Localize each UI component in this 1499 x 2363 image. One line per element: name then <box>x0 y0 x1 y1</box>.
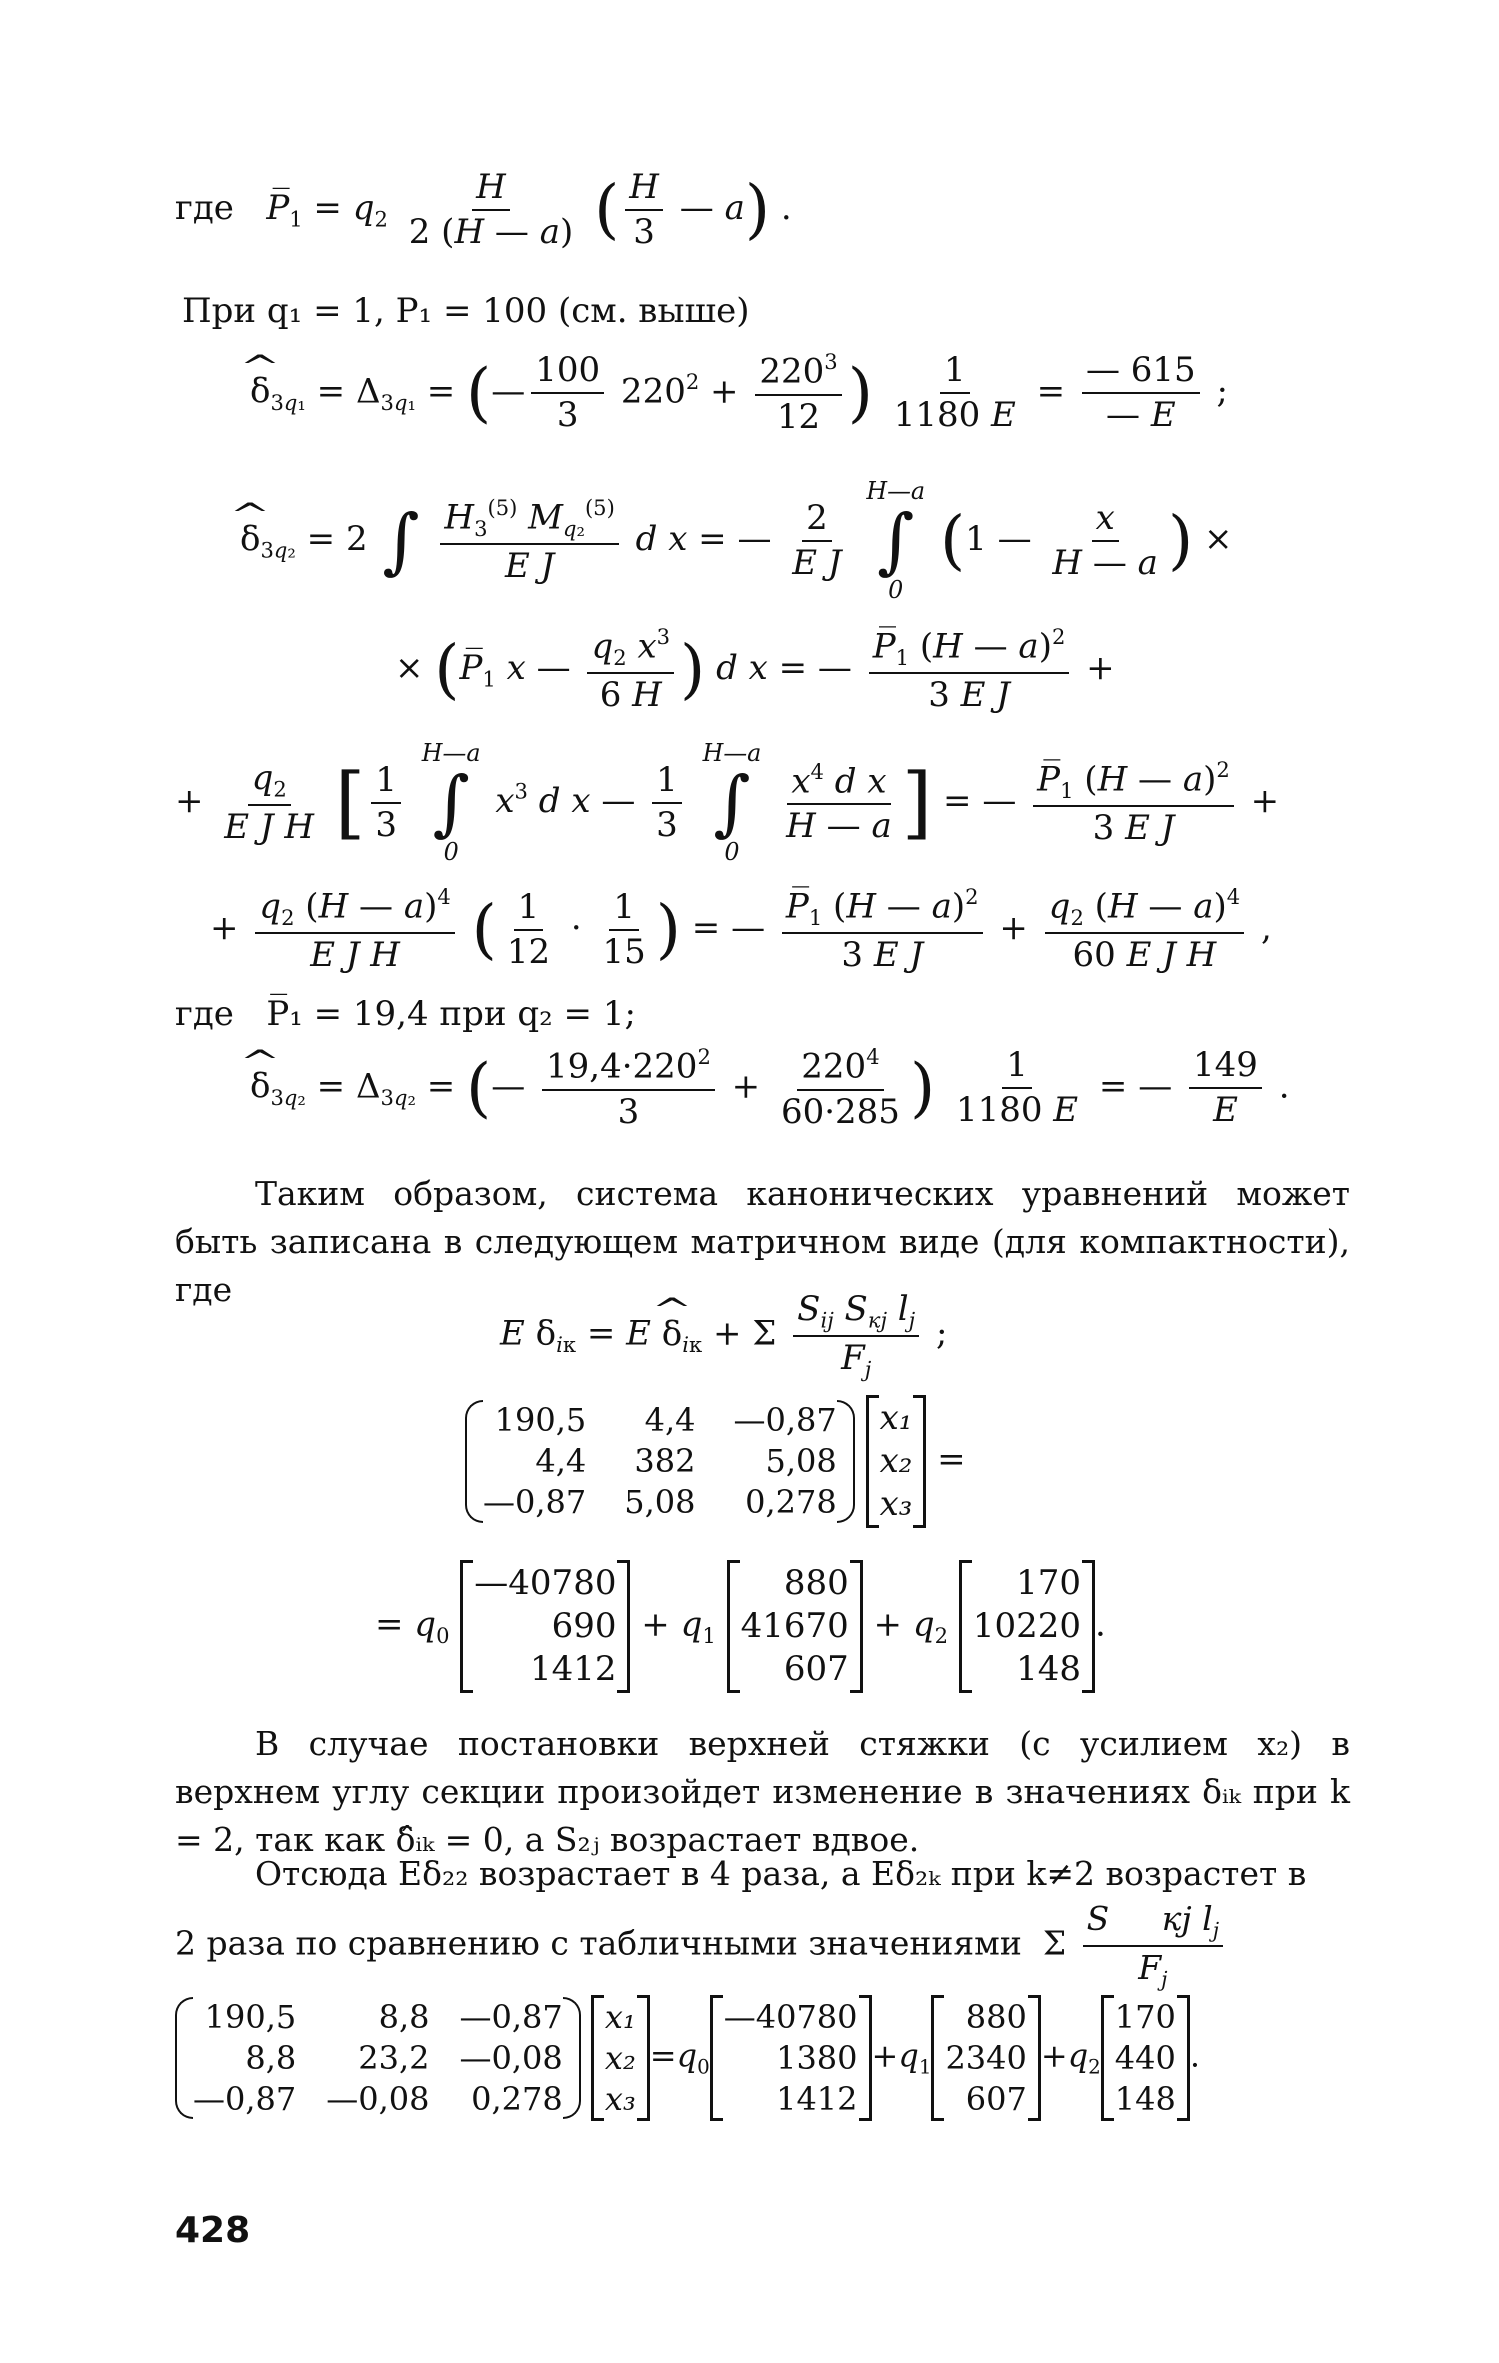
formula-p1-definition: где $P̅_1 = q_2$ $\frac{H}{2 (H — a)}$ ( $\frac{H}{3}$ — a) . <box>175 167 792 253</box>
condition-line: При q₁ = 1, P₁ = 100 (см. выше) <box>182 291 750 331</box>
formula-delta-3q2-integral: ^ $\delta_{3q_2} = 2$ ∫ $\frac{H_3^{(5)} M_{q_2}^{(5)}}{\text{E J}}$ d x = — $\frac{2}{\text{E J}}$ H—a ∫ 0 (1 — $\frac{x}{H — a}$ ) × <box>240 478 1232 604</box>
formula-e-delta: E $\delta_{iк} = E$ ^ $\delta_{iк} + \Sigma$ $\frac{S_{ij} S_{кj} l_j}{F_j}$ ; <box>500 1290 947 1381</box>
q0-vector-1: —40780 690 1412 <box>460 1560 630 1693</box>
stiffness-matrix-1: 190,5 4,4 —0,87 4,4 382 5,08 —0,87 5,08 0,278 <box>465 1398 855 1524</box>
formula-delta-3q2-value: ^ $\delta_{3q_2} = \Delta_{3q_2}$ = (— $\frac{19,4\cdot 220^2}{3}$ + $\frac{220^4}{60\cdot 285}$ ) $\frac{1}{1180 E}$ = — $\frac{149}{E}$ . <box>250 1045 1290 1132</box>
q1-vector-2: 880 2340 607 <box>931 1995 1040 2121</box>
word-gde: где <box>175 188 234 229</box>
unknowns-vector-2: x₁ x₂ x₃ <box>591 1995 650 2121</box>
p1-value-line: где P̅₁ = 19,4 при q₂ = 1; <box>175 994 636 1034</box>
paragraph-increase: Отсюда Eδ₂₂ возрастает в 4 раза, а Eδ₂ₖ при k≠2 возрастет в <box>255 1854 1307 1893</box>
formula-line-5: + $\frac{q_2}{\text{E J H}}$ [ $\frac{1}{3}$ H—a ∫ 0 $x^3$ d x — $\frac{1}{3}$ H—a ∫ 0 $\frac{x^4 d x}{H — a}$ ] = — $\frac{P̅_1 (H — a)^2}{\text{3 E J}}$ + <box>175 739 1280 866</box>
matrix-equation-1-rhs: = $q_0$ —40780 690 1412 + $q_1$ 880 41670 607 + $q_2$ 170 10220 148 . <box>375 1560 1106 1693</box>
page-number: 428 <box>175 2210 251 2251</box>
paragraph-increase-cont: 2 раза по сравнению с табличными значениями Σ $\frac{S кj l_j}{F_j}$ <box>175 1900 1229 1991</box>
q0-vector-2: —40780 1380 1412 <box>710 1995 872 2121</box>
formula-delta-3q1: ^ $\delta_{3q_1} = \Delta_{3q_1}$ = (— $\frac{100}{3}$ $220^2$ + $\frac{220^3}{12}$ ) $\frac{1}{1180 E}$ = $\frac{— 615}{— E}$ ; <box>250 350 1228 437</box>
stiffness-matrix-2: 190,5 8,8 —0,87 8,8 23,2 —0,08 —0,87 —0,08 0,278 <box>175 1995 581 2121</box>
matrix-equation-1: 190,5 4,4 —0,87 4,4 382 5,08 —0,87 5,08 0,278 x₁ x₂ x₃ = <box>465 1395 966 1528</box>
paragraph-tie: В случае постановки верхней стяжки (с усилием x₂) в верхнем углу секции произойдет изменение в значениях δᵢₖ при k = 2, так как δ̂ᵢₖ = 0, а S₂ⱼ возрастает вдвое. <box>175 1724 1350 1859</box>
paragraph-canonical: Таким образом, система канонических уравнений может быть записана в следующем матричном виде (для компактности), где <box>175 1174 1350 1309</box>
q1-vector-1: 880 41670 607 <box>727 1560 863 1693</box>
q2-vector-1: 170 10220 148 <box>959 1560 1095 1693</box>
q2-vector-2: 170 440 148 <box>1101 1995 1190 2121</box>
matrix-equation-2: 190,5 8,8 —0,87 8,8 23,2 —0,08 —0,87 —0,08 0,278 x₁ x₂ x₃ $=q_0$ —40780 1380 1412 $+q_1$ 880 2340 607 $+q_2$ 170 440 148 . <box>175 1995 1200 2121</box>
formula-line-6: + $\frac{q_2 (H — a)^4}{\text{E J H}}$ ( $\frac{1}{12}$ · $\frac{1}{15}$ ) = — $\frac{P̅_1 (H — a)^2}{\text{3 E J}}$ + $\frac{q_2 (H — a)^4}{\text{60 E J H}}$ , <box>210 884 1272 976</box>
formula-line-4: × ($P̅_1$ x — $\frac{q_2 x^3}{6 H}$ ) d x = — $\frac{P̅_1 (H — a)^2}{\text{3 E J}}$ + <box>395 624 1115 716</box>
unknowns-vector-1: x₁ x₂ x₃ <box>866 1395 927 1528</box>
